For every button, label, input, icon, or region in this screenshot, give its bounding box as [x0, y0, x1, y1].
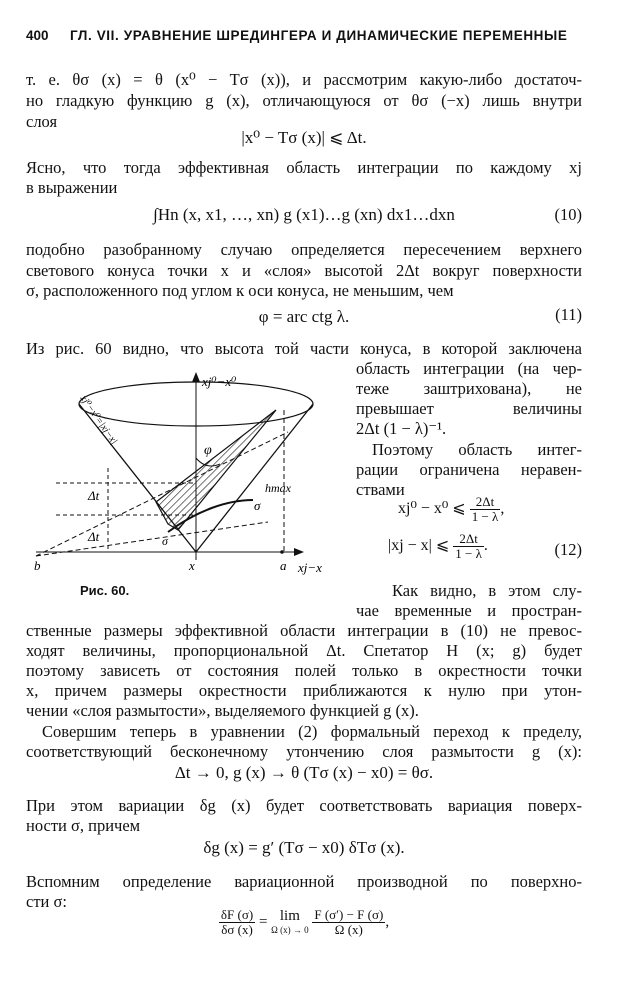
point-a [280, 550, 284, 554]
equation-number: (12) [554, 540, 582, 559]
equation-part: . [483, 537, 488, 555]
page-number: 400 [26, 28, 49, 43]
label-slant-cone-edge: xj⁰−x⁰=|xj−x| [77, 393, 120, 447]
label-sigma-left: σ [162, 534, 168, 548]
running-title: ГЛ. VII. УРАВНЕНИЕ ШРЕДИНГЕРА И ДИНАМИЧЕСКИЕ ПЕРЕМЕННЫЕ [70, 28, 568, 43]
numerator: 2Δt [470, 495, 501, 510]
limit-subscript: Ω (x) → 0 [271, 924, 309, 935]
fraction [219, 908, 255, 937]
label-sigma-right: σ [254, 498, 261, 513]
label-point-a: a [280, 558, 287, 573]
paragraph-line: соответствующий бесконечному утончению слоя размытости g (x): [26, 742, 582, 761]
label-dt-upper: Δt [88, 488, 100, 503]
figure-caption: Рис. 60. [80, 583, 130, 598]
numerator: 2Δt [453, 532, 484, 547]
paragraph-line: Из рис. 60 видно, что высота той части конуса, в которой заключена [26, 339, 582, 358]
paragraph-line: При этом вариации δg (x) будет соответствовать вариация поверх- [26, 796, 582, 815]
equation-part: |xj − x| ⩽ [388, 537, 450, 555]
paragraph-line: рации ограничена неравен- [356, 460, 582, 479]
label-hmax: hmax [265, 481, 291, 495]
equation-layer: |x⁰ − Tσ (x)| ⩽ Δt. [241, 128, 367, 147]
paragraph-line: подобно разобранному случаю определяется пересечением верхнего [26, 240, 582, 259]
figure-60-diagram [28, 360, 354, 578]
paragraph-line: Совершим теперь в уравнении (2) формальный переход к пределу, [42, 722, 582, 741]
limit-word: lim [279, 907, 300, 924]
equation-variational-derivative [26, 908, 582, 937]
label-dt-lower: Δt [88, 529, 100, 544]
denominator: δσ (x) [221, 922, 253, 937]
paragraph-line: σ, расположенного под углом к оси конуса, не меньшим, чем [26, 281, 454, 300]
equation-10: ∫Hn (x, x1, …, xn) g (x1)…g (xn) dx1…dxn [153, 205, 455, 224]
paragraph-line: но гладкую функцию g (x), отличающуюся от θσ (−x) лишь внутри [26, 91, 582, 110]
paragraph-line: ности σ, причем [26, 816, 141, 835]
paragraph-line: чении «слоя размытости», выделяемого функцией g (x). [26, 701, 419, 720]
equation-number: (10) [554, 205, 582, 224]
equation-part: = [258, 913, 268, 930]
time-axis-arrow [192, 372, 200, 382]
fraction [312, 908, 385, 937]
paragraph-line: 2Δt (1 − λ)⁻¹. [356, 419, 447, 438]
paragraph-line: слоя [26, 112, 58, 131]
paragraph-line: ствами [356, 480, 405, 499]
paragraph-line: ственные размеры эффективной области интеграции в (10) не превос- [26, 621, 582, 640]
equation-part: xj⁰ − x⁰ ⩽ [398, 500, 466, 518]
paragraph-line: поэтому зависеть от состояния полей только в окрестности точки [26, 661, 582, 680]
denominator: 1 − λ [471, 509, 499, 524]
paragraph-line: область интеграции (на чер- [356, 359, 582, 378]
paragraph-line: Поэтому область интег- [372, 440, 582, 459]
fraction [453, 532, 484, 561]
label-point-b: b [34, 558, 41, 573]
paragraph-line: теже заштрихована), не [356, 379, 582, 398]
paragraph-line: Как видно, в этом слу- [392, 581, 582, 600]
equation-12a [398, 495, 582, 524]
label-phi: φ [204, 443, 212, 458]
paragraph-line: Ясно, что тогда эффективная область интеграции по каждому xj [26, 158, 582, 177]
label-space-axis: xj−x [298, 560, 322, 575]
equation-part: , [500, 500, 505, 518]
paragraph-line: светового конуса точки x и «слоя» высотой 2Δt вокруг поверхности [26, 261, 582, 280]
paragraph-line: сти σ: [26, 892, 67, 911]
denominator: 1 − λ [455, 546, 482, 561]
denominator: Ω (x) [334, 922, 363, 937]
paragraph-line: т. е. θσ (x) = θ (x⁰ − Tσ (x)), и рассмотрим какую-либо достаточ- [26, 70, 582, 89]
running-header [26, 28, 584, 48]
paragraph-line: чае временные и простран- [356, 601, 582, 620]
paragraph-line: ходят величины, пропорциональной Δt. Спетатор H (x; g) будет [26, 641, 582, 660]
paragraph-line: в выражении [26, 178, 118, 197]
paragraph-line: Вспомним определение вариационной производной по поверхно- [26, 872, 582, 891]
numerator: F (σ′) − F (σ) [314, 907, 384, 922]
fraction [470, 495, 501, 524]
label-time-axis: xj⁰−x⁰ [202, 374, 237, 389]
equation-12b [388, 532, 582, 561]
paragraph-line: x, причем размеры окрестности приближаются к нулю при утон- [26, 681, 582, 700]
paragraph-line: превышает величины [356, 399, 582, 418]
space-axis-arrow [294, 548, 304, 556]
numerator: δF (σ) [220, 907, 254, 922]
equation-variation: δg (x) = g′ (Tσ − x0) δTσ (x). [203, 838, 405, 857]
equation-part: , [385, 913, 390, 930]
equation-number: (11) [555, 305, 582, 324]
equation-limit: Δt → 0, g (x) → θ (Tσ (x) − x0) = θσ. [174, 763, 434, 782]
label-point-x: x [189, 558, 195, 573]
equation-11: φ = arc ctg λ. [258, 307, 350, 326]
limit-operator [271, 909, 308, 937]
layer-boundary-lower [36, 522, 268, 556]
